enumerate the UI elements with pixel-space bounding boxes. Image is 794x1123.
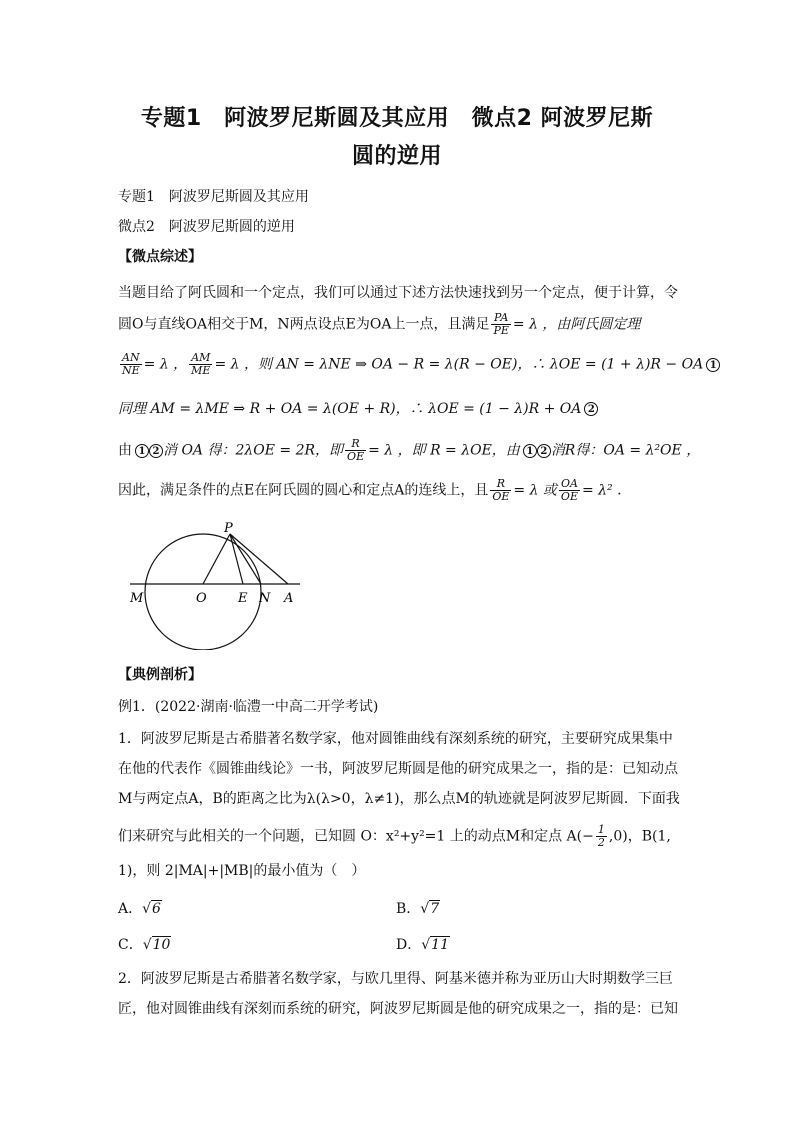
option-c-label: C．	[118, 937, 143, 953]
frac-num: R	[490, 478, 511, 491]
question-1-line-5: 1)，则 2|MA|+|MB|的最小值为（ ）	[118, 863, 366, 879]
option-b-value: 7	[430, 901, 440, 917]
question-1-line-4	[118, 824, 671, 849]
overview-line-5-b: 消 OA 得：2λOE = 2R，即	[163, 442, 344, 459]
fraction-pa-pe	[491, 312, 510, 337]
frac-num: AM	[189, 352, 212, 365]
label-n: N	[259, 591, 271, 606]
frac-num: PA	[491, 312, 510, 325]
option-a-label: A．	[118, 901, 143, 917]
overview-line-2	[118, 312, 640, 337]
overview-line-5-a: 由	[118, 442, 132, 459]
fraction-am-me	[189, 352, 212, 377]
page-title	[110, 100, 684, 176]
question-1-line-2: 在他的代表作《圆锥曲线论》一书，阿波罗尼斯圆是他的研究成果之一，指的是：已知动点	[118, 761, 678, 777]
frac-num: OA	[559, 478, 580, 491]
overview-line-5-c: = λ ，即 R = λOE，由	[368, 442, 520, 459]
fraction-oa-oe	[559, 478, 580, 503]
overview-line-3-eq1: = λ ，	[143, 356, 188, 373]
question-1-line-4-b: ,0)，B(1,	[608, 828, 671, 845]
option-d-label: D．	[396, 937, 422, 953]
fraction-an-ne	[120, 352, 142, 377]
option-c-value: 10	[152, 937, 171, 953]
overview-line-6-c: = λ² .	[581, 482, 622, 499]
subtitle-point: 微点2 阿波罗尼斯圆的逆用	[118, 219, 295, 235]
frac-den: OE	[347, 450, 365, 463]
question-1-line-4-a: 们来研究与此相关的一个问题，已知圆 O：x²+y²=1 上的动点M和定点 A(−	[118, 828, 594, 845]
overview-line-5	[118, 438, 700, 463]
frac-den: ME	[191, 364, 211, 377]
title-line-2: 圆的逆用	[351, 144, 442, 169]
circled-number-1: 1	[706, 358, 720, 372]
overview-line-3	[118, 352, 720, 377]
frac-den: OE	[560, 490, 578, 503]
example-1-heading: 例1．(2022·湖南·临澧一中高二开学考试)	[118, 699, 379, 715]
circled-number-1: 1	[135, 444, 149, 458]
frac-num: 1	[597, 823, 605, 836]
fraction-one-half	[596, 824, 607, 849]
frac-num: AN	[120, 352, 142, 365]
subtitle-topic: 专题1 阿波罗尼斯圆及其应用	[118, 189, 309, 205]
overview-line-6	[118, 478, 622, 503]
label-m: M	[130, 591, 144, 606]
title-line-1: 专题1 阿波罗尼斯圆及其应用 微点2 阿波罗尼斯	[140, 106, 654, 131]
circled-number-2: 2	[584, 402, 598, 416]
question-2-line-2: 匠，他对圆锥曲线有深刻而系统的研究，阿波罗尼斯圆是他的研究成果之一，指的是：已知	[118, 1001, 678, 1017]
circled-number-2: 2	[149, 444, 163, 458]
overview-line-4	[118, 398, 598, 418]
segment-pe	[230, 534, 243, 584]
label-a: A	[284, 591, 294, 606]
option-d-value: 11	[431, 937, 449, 953]
overview-line-5-d: 消R得：OA = λ²OE ，	[550, 442, 701, 459]
circled-number-2: 2	[537, 444, 551, 458]
overview-line-2-tail: = λ ，由阿氏圆定理	[512, 316, 641, 333]
frac-den: PE	[493, 324, 509, 337]
section-overview: 【微点综述】	[118, 249, 202, 265]
overview-line-1: 当题目给了阿氏圆和一个定点，我们可以通过下述方法快速找到另一个定点，便于计算，令	[118, 285, 678, 301]
segment-pn	[230, 534, 261, 584]
frac-den: NE	[122, 364, 140, 377]
fraction-r-oe	[345, 438, 366, 463]
frac-num: R	[345, 438, 366, 451]
label-p: P	[224, 521, 233, 536]
circled-number-1: 1	[523, 444, 537, 458]
label-o: O	[196, 591, 207, 606]
overview-line-6-a: 因此，满足条件的点E在阿氏圆的圆心和定点A的连线上，且	[118, 482, 489, 499]
frac-den: OE	[492, 490, 510, 503]
apollonius-circle-figure	[128, 520, 303, 650]
overview-line-4-text: 同理 AM = λME ⇒ R + OA = λ(OE + R)，∴ λOE = (1 − λ)R + OA	[118, 401, 582, 417]
option-d: D．√11	[396, 937, 449, 953]
segment-op	[203, 534, 230, 584]
frac-den: 2	[597, 836, 605, 849]
option-a: A．√6	[118, 901, 161, 917]
question-1-line-3: M与两定点A，B的距离之比为λ(λ>0，λ≠1)，那么点M的轨迹就是阿波罗尼斯圆．下面我	[118, 791, 680, 807]
option-b: B．√7	[396, 901, 440, 917]
label-e: E	[238, 591, 248, 606]
option-c: C．√10	[118, 937, 171, 953]
option-a-value: 6	[152, 901, 161, 917]
section-examples: 【典例剖析】	[118, 667, 202, 683]
overview-line-6-b: = λ 或	[513, 482, 557, 499]
question-1-line-1: 1．阿波罗尼斯是古希腊著名数学家，他对圆锥曲线有深刻系统的研究，主要研究成果集中	[118, 731, 673, 747]
overview-line-2-text: 圆O与直线OA相交于M，N两点设点E为OA上一点，且满足	[118, 316, 490, 333]
overview-line-3-eq2: = λ ，则 AN = λNE ⇒ OA − R = λ(R − OE)，∴ λOE = (1 + λ)R − OA	[214, 356, 704, 373]
option-b-label: B．	[396, 901, 421, 917]
fraction-r-oe-2	[490, 478, 511, 503]
question-2-line-1: 2．阿波罗尼斯是古希腊著名数学家，与欧几里得、阿基米德并称为亚历山大时期数学三巨	[118, 971, 673, 987]
